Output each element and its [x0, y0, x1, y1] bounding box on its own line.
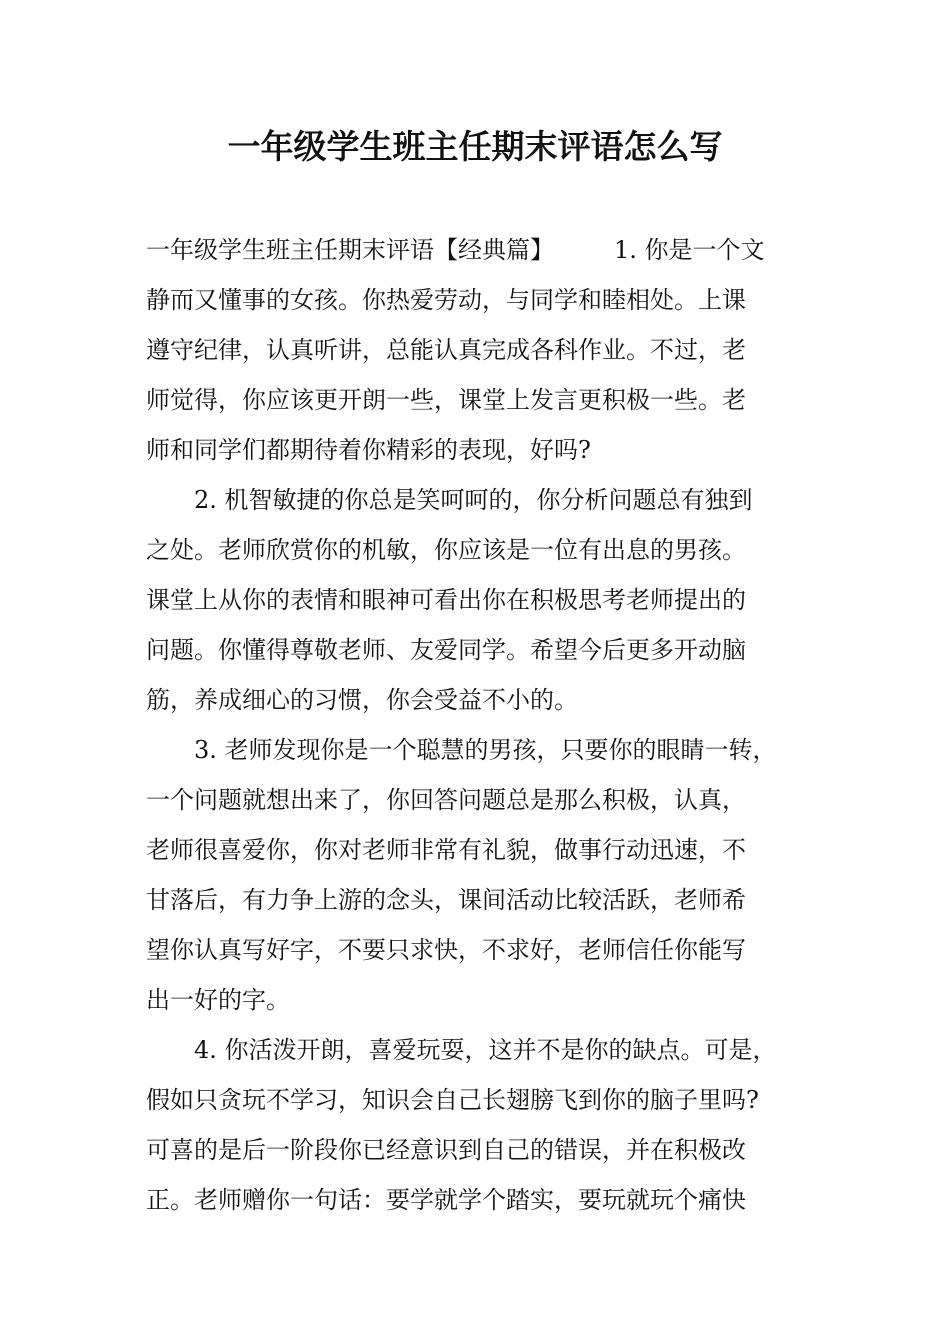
text-line: 4. 你活泼开朗，喜爱玩耍，这并不是你的缺点。可是，	[194, 1036, 777, 1064]
text-line: 老师很喜爱你，你对老师非常有礼貌，做事行动迅速，不	[146, 836, 746, 864]
text-line: 出一好的字。	[146, 986, 290, 1014]
text-line	[146, 225, 816, 275]
text-line: 甘落后，有力争上游的念头，课间活动比较活跃，老师希	[146, 886, 746, 914]
text-line: 师和同学们都期待着你精彩的表现，好吗?	[146, 436, 591, 464]
text-line: 正。老师赠你一句话：要学就学个踏实，要玩就玩个痛快	[146, 1186, 746, 1214]
text-line: 遵守纪律，认真听讲，总能认真完成各科作业。不过，老	[146, 336, 746, 364]
text-line: 可喜的是后一阶段你已经意识到自己的错误，并在积极改	[146, 1136, 746, 1164]
text-line: 课堂上从你的表情和眼神可看出你在积极思考老师提出的	[146, 586, 746, 614]
text-line: 静而又懂事的女孩。你热爱劳动，与同学和睦相处。上课	[146, 286, 746, 314]
text-line: 2. 机智敏捷的你总是笑呵呵的，你分析问题总有独到	[194, 486, 753, 514]
text-line: 师觉得，你应该更开朗一些，课堂上发言更积极一些。老	[146, 386, 746, 414]
text-line-content: 1. 你是一个文	[614, 236, 765, 264]
text-line: 问题。你懂得尊敬老师、友爱同学。希望今后更多开动脑	[146, 636, 746, 664]
document-body	[146, 225, 816, 1225]
document-title: 一年级学生班主任期末评语怎么写	[227, 127, 723, 166]
text-line: 一个问题就想出来了，你回答问题总是那么积极，认真，	[146, 786, 746, 814]
section-heading: 一年级学生班主任期末评语【经典篇】	[146, 236, 554, 264]
text-line: 之处。老师欣赏你的机敏，你应该是一位有出息的男孩。	[146, 536, 746, 564]
text-line: 3. 老师发现你是一个聪慧的男孩，只要你的眼睛一转，	[194, 736, 777, 764]
text-line: 望你认真写好字，不要只求快，不求好，老师信任你能写	[146, 936, 746, 964]
text-line: 假如只贪玩不学习，知识会自己长翅膀飞到你的脑子里吗?	[146, 1086, 759, 1114]
text-line: 筋，养成细心的习惯，你会受益不小的。	[146, 686, 578, 714]
